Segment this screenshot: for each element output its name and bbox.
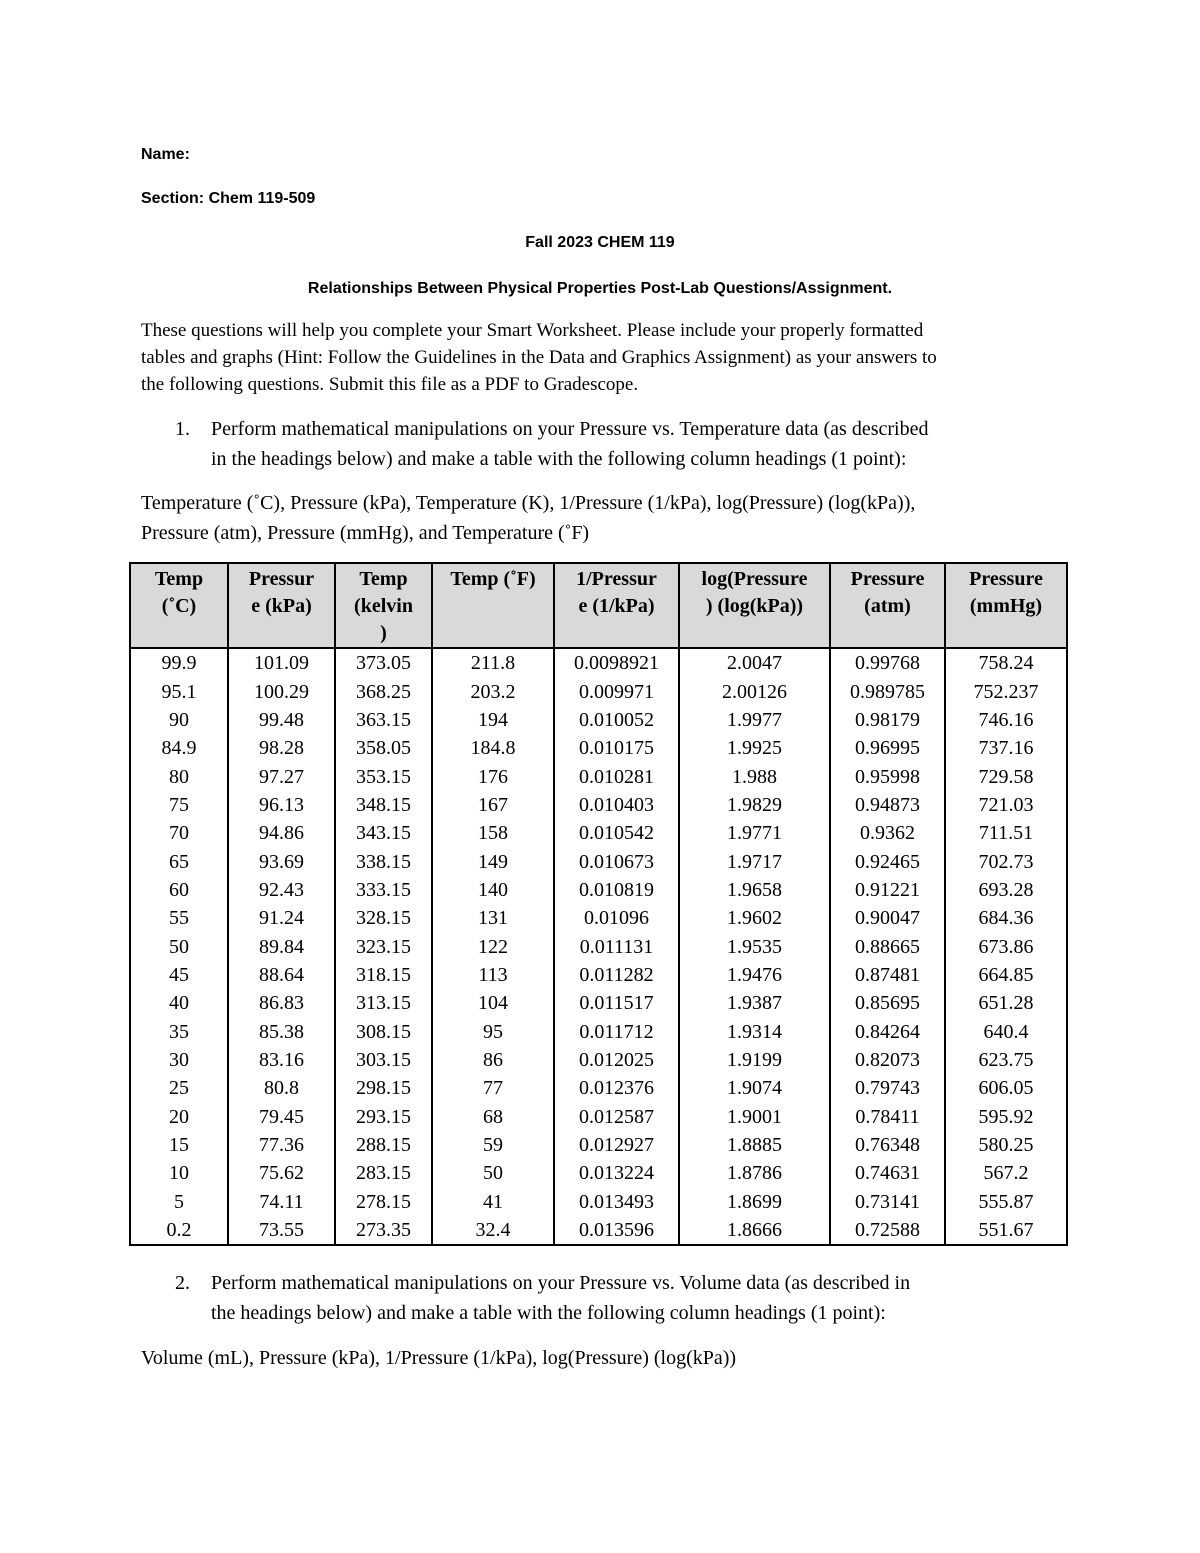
headings-line: Volume (mL), Pressure (kPa), 1/Pressure (1/kPa), log(Pressure) (log(kPa)) [141, 1347, 737, 1369]
table-row [130, 1159, 1067, 1187]
table-cell: 0.0098921 [554, 648, 679, 677]
table-row [130, 961, 1067, 989]
table-cell: 1.8699 [679, 1188, 830, 1216]
table-cell: 273.35 [335, 1216, 432, 1245]
table-cell: 0.88665 [830, 932, 945, 960]
table-cell: 729.58 [945, 762, 1067, 790]
table-cell: 567.2 [945, 1159, 1067, 1187]
table-cell: 318.15 [335, 961, 432, 989]
table-cell: 640.4 [945, 1017, 1067, 1045]
table-cell: 752.237 [945, 677, 1067, 705]
table-cell: 664.85 [945, 961, 1067, 989]
table-cell: 95 [432, 1017, 554, 1045]
table-row [130, 706, 1067, 734]
table-cell: 73.55 [228, 1216, 335, 1245]
question-text [211, 414, 1061, 474]
table-cell: 308.15 [335, 1017, 432, 1045]
table-cell: 45 [130, 961, 228, 989]
table-cell: 30 [130, 1046, 228, 1074]
table-cell: 70 [130, 819, 228, 847]
table-cell: 194 [432, 706, 554, 734]
question-2-headings [141, 1343, 1081, 1373]
table-cell: 293.15 [335, 1103, 432, 1131]
column-header-line: (˚C) [161, 595, 197, 617]
table-cell: 99.48 [228, 706, 335, 734]
table-cell: 84.9 [130, 734, 228, 762]
table-cell: 85.38 [228, 1017, 335, 1045]
table-cell: 167 [432, 791, 554, 819]
table-cell: 623.75 [945, 1046, 1067, 1074]
table-cell: 288.15 [335, 1131, 432, 1159]
table-cell: 0.011712 [554, 1017, 679, 1045]
table-cell: 368.25 [335, 677, 432, 705]
table-cell: 113 [432, 961, 554, 989]
table-cell: 1.8786 [679, 1159, 830, 1187]
table-cell: 0.011282 [554, 961, 679, 989]
table-row [130, 819, 1067, 847]
table-row [130, 876, 1067, 904]
course-title: Fall 2023 CHEM 119 [525, 234, 675, 251]
table-cell: 0.87481 [830, 961, 945, 989]
table-cell: 1.9199 [679, 1046, 830, 1074]
table-cell: 673.86 [945, 932, 1067, 960]
intro-paragraph [141, 317, 1071, 398]
table-cell: 211.8 [432, 648, 554, 677]
column-header-line: (kelvin [354, 595, 413, 617]
table-cell: 0.96995 [830, 734, 945, 762]
table-cell: 0.010052 [554, 706, 679, 734]
table-cell: 80 [130, 762, 228, 790]
table-cell: 328.15 [335, 904, 432, 932]
column-header [554, 563, 679, 648]
table-cell: 122 [432, 932, 554, 960]
table-cell: 0.009971 [554, 677, 679, 705]
column-header [228, 563, 335, 648]
headings-line: Temperature (˚C), Pressure (kPa), Temperature (K), 1/Pressure (1/kPa), log(Pressure) (log(kPa)), [141, 492, 916, 514]
table-cell: 0.82073 [830, 1046, 945, 1074]
table-cell: 1.9314 [679, 1017, 830, 1045]
table-cell: 702.73 [945, 847, 1067, 875]
table-row [130, 1074, 1067, 1102]
table-cell: 0.012376 [554, 1074, 679, 1102]
table-row [130, 1131, 1067, 1159]
table-cell: 0.012927 [554, 1131, 679, 1159]
table-cell: 97.27 [228, 762, 335, 790]
question-line: Perform mathematical manipulations on your Pressure vs. Temperature data (as described [211, 418, 929, 440]
table-cell: 0.010542 [554, 819, 679, 847]
table-cell: 1.9829 [679, 791, 830, 819]
table-cell: 20 [130, 1103, 228, 1131]
table-cell: 203.2 [432, 677, 554, 705]
table-cell: 1.9535 [679, 932, 830, 960]
pressure-temperature-table [129, 562, 1068, 1246]
table-cell: 10 [130, 1159, 228, 1187]
table-cell: 353.15 [335, 762, 432, 790]
table-cell: 0.91221 [830, 876, 945, 904]
table-cell: 98.28 [228, 734, 335, 762]
table-cell: 184.8 [432, 734, 554, 762]
table-cell: 1.9001 [679, 1103, 830, 1131]
table-cell: 158 [432, 819, 554, 847]
table-row [130, 762, 1067, 790]
table-cell: 0.010175 [554, 734, 679, 762]
question-line: in the headings below) and make a table with the following column headings (1 point): [211, 448, 907, 470]
table-cell: 358.05 [335, 734, 432, 762]
table-cell: 50 [130, 932, 228, 960]
intro-line: tables and graphs (Hint: Follow the Guidelines in the Data and Graphics Assignment) as your answers to [141, 347, 937, 368]
table-cell: 15 [130, 1131, 228, 1159]
table-cell: 0.010673 [554, 847, 679, 875]
table-cell: 1.9977 [679, 706, 830, 734]
table-cell: 83.16 [228, 1046, 335, 1074]
table-cell: 0.013224 [554, 1159, 679, 1187]
table-cell: 0.01096 [554, 904, 679, 932]
table-cell: 343.15 [335, 819, 432, 847]
table-cell: 0.012587 [554, 1103, 679, 1131]
table-row [130, 791, 1067, 819]
table-cell: 149 [432, 847, 554, 875]
table-cell: 721.03 [945, 791, 1067, 819]
table-cell: 77 [432, 1074, 554, 1102]
table-cell: 99.9 [130, 648, 228, 677]
table-cell: 94.86 [228, 819, 335, 847]
column-header [335, 563, 432, 648]
table-cell: 0.9362 [830, 819, 945, 847]
table-row [130, 648, 1067, 677]
table-cell: 79.45 [228, 1103, 335, 1131]
column-header-line: Temp (˚F) [450, 568, 536, 590]
table-cell: 91.24 [228, 904, 335, 932]
table-cell: 278.15 [335, 1188, 432, 1216]
table-cell: 101.09 [228, 648, 335, 677]
column-header-line: (atm) [864, 595, 911, 617]
table-cell: 41 [432, 1188, 554, 1216]
table-cell: 0.011517 [554, 989, 679, 1017]
table-cell: 0.72588 [830, 1216, 945, 1245]
table-cell: 313.15 [335, 989, 432, 1017]
table-cell: 0.011131 [554, 932, 679, 960]
table-cell: 140 [432, 876, 554, 904]
table-cell: 0.85695 [830, 989, 945, 1017]
table-row [130, 989, 1067, 1017]
table-cell: 1.8666 [679, 1216, 830, 1245]
table-cell: 0.79743 [830, 1074, 945, 1102]
column-header-line: ) [380, 622, 387, 644]
column-header-line: log(Pressure [701, 568, 808, 590]
table-cell: 95.1 [130, 677, 228, 705]
table-cell: 758.24 [945, 648, 1067, 677]
table-cell: 86 [432, 1046, 554, 1074]
table-cell: 80.8 [228, 1074, 335, 1102]
table-cell: 333.15 [335, 876, 432, 904]
table-cell: 5 [130, 1188, 228, 1216]
question-line: the headings below) and make a table with the following column headings (1 point): [211, 1302, 886, 1324]
table-cell: 40 [130, 989, 228, 1017]
table-cell: 59 [432, 1131, 554, 1159]
table-cell: 0.010819 [554, 876, 679, 904]
table-cell: 711.51 [945, 819, 1067, 847]
table-cell: 0.84264 [830, 1017, 945, 1045]
table-cell: 93.69 [228, 847, 335, 875]
table-cell: 0.98179 [830, 706, 945, 734]
table-cell: 104 [432, 989, 554, 1017]
table-cell: 363.15 [335, 706, 432, 734]
table-cell: 298.15 [335, 1074, 432, 1102]
table-cell: 0.010281 [554, 762, 679, 790]
table-cell: 2.00126 [679, 677, 830, 705]
table-cell: 684.36 [945, 904, 1067, 932]
intro-line: the following questions. Submit this file as a PDF to Gradescope. [141, 374, 639, 395]
table-cell: 0.013493 [554, 1188, 679, 1216]
table-cell: 0.012025 [554, 1046, 679, 1074]
name-label: Name: [141, 146, 190, 163]
table-cell: 0.99768 [830, 648, 945, 677]
table-cell: 0.013596 [554, 1216, 679, 1245]
column-header [130, 563, 228, 648]
table-cell: 0.989785 [830, 677, 945, 705]
table-row [130, 932, 1067, 960]
table-cell: 25 [130, 1074, 228, 1102]
column-header-line: ) (log(kPa)) [705, 595, 804, 617]
table-cell: 348.15 [335, 791, 432, 819]
column-header-line: Pressure [850, 568, 925, 590]
table-cell: 1.9387 [679, 989, 830, 1017]
table-cell: 0.90047 [830, 904, 945, 932]
column-header [830, 563, 945, 648]
table-cell: 746.16 [945, 706, 1067, 734]
table-cell: 96.13 [228, 791, 335, 819]
column-header-line: 1/Pressur [576, 568, 657, 590]
intro-line: These questions will help you complete your Smart Worksheet. Please include your properly formatted [141, 320, 924, 341]
table-cell: 50 [432, 1159, 554, 1187]
table-row [130, 734, 1067, 762]
question-text [211, 1268, 1061, 1328]
table-cell: 65 [130, 847, 228, 875]
table-cell: 1.988 [679, 762, 830, 790]
table-cell: 373.05 [335, 648, 432, 677]
table-cell: 86.83 [228, 989, 335, 1017]
table-cell: 283.15 [335, 1159, 432, 1187]
column-header-line: Pressur [248, 568, 315, 590]
table-cell: 1.9717 [679, 847, 830, 875]
table-cell: 75 [130, 791, 228, 819]
question-line: Perform mathematical manipulations on your Pressure vs. Volume data (as described in [211, 1272, 911, 1294]
table-cell: 0.73141 [830, 1188, 945, 1216]
table-row [130, 1216, 1067, 1245]
column-header-line: e (1/kPa) [578, 595, 655, 617]
table-cell: 35 [130, 1017, 228, 1045]
table-cell: 2.0047 [679, 648, 830, 677]
table-cell: 0.95998 [830, 762, 945, 790]
section-label: Section: Chem 119-509 [141, 190, 316, 207]
table-cell: 88.64 [228, 961, 335, 989]
table-cell: 92.43 [228, 876, 335, 904]
table-row [130, 1017, 1067, 1045]
table-cell: 555.87 [945, 1188, 1067, 1216]
table-row [130, 1188, 1067, 1216]
column-header-line: Pressure [969, 568, 1043, 590]
table-cell: 90 [130, 706, 228, 734]
table-cell: 0.78411 [830, 1103, 945, 1131]
table-cell: 75.62 [228, 1159, 335, 1187]
table-cell: 100.29 [228, 677, 335, 705]
table-cell: 606.05 [945, 1074, 1067, 1102]
table-cell: 580.25 [945, 1131, 1067, 1159]
table-cell: 1.8885 [679, 1131, 830, 1159]
table-cell: 60 [130, 876, 228, 904]
table-cell: 323.15 [335, 932, 432, 960]
column-header [432, 563, 554, 648]
table-cell: 1.9602 [679, 904, 830, 932]
table-cell: 0.010403 [554, 791, 679, 819]
table-cell: 176 [432, 762, 554, 790]
column-header [679, 563, 830, 648]
headings-line: Pressure (atm), Pressure (mmHg), and Temperature (˚F) [141, 522, 590, 544]
column-header-line: (mmHg) [969, 595, 1043, 617]
table-header-row [130, 563, 1067, 648]
table-cell: 77.36 [228, 1131, 335, 1159]
table-cell: 338.15 [335, 847, 432, 875]
table-cell: 737.16 [945, 734, 1067, 762]
question-number: 1. [175, 418, 190, 440]
table-cell: 32.4 [432, 1216, 554, 1245]
table-row [130, 1046, 1067, 1074]
table-cell: 1.9074 [679, 1074, 830, 1102]
table-cell: 131 [432, 904, 554, 932]
table-cell: 551.67 [945, 1216, 1067, 1245]
column-header-line: e (kPa) [251, 595, 312, 617]
question-1-headings [141, 488, 1081, 548]
table-cell: 89.84 [228, 932, 335, 960]
table-cell: 0.74631 [830, 1159, 945, 1187]
table-cell: 68 [432, 1103, 554, 1131]
table-cell: 693.28 [945, 876, 1067, 904]
table-cell: 55 [130, 904, 228, 932]
table-row [130, 847, 1067, 875]
table-cell: 651.28 [945, 989, 1067, 1017]
table-cell: 1.9476 [679, 961, 830, 989]
table-cell: 0.76348 [830, 1131, 945, 1159]
column-header [945, 563, 1067, 648]
column-header-line: Temp [154, 568, 204, 590]
table-cell: 595.92 [945, 1103, 1067, 1131]
table-row [130, 904, 1067, 932]
table-cell: 303.15 [335, 1046, 432, 1074]
table-cell: 1.9658 [679, 876, 830, 904]
table-cell: 0.2 [130, 1216, 228, 1245]
assignment-title: Relationships Between Physical Properties Post-Lab Questions/Assignment. [307, 280, 893, 297]
table-row [130, 677, 1067, 705]
question-number: 2. [175, 1272, 190, 1294]
table-cell: 0.92465 [830, 847, 945, 875]
table-cell: 1.9925 [679, 734, 830, 762]
table-cell: 1.9771 [679, 819, 830, 847]
table-cell: 0.94873 [830, 791, 945, 819]
table-body [130, 648, 1067, 1245]
table-cell: 74.11 [228, 1188, 335, 1216]
table-row [130, 1103, 1067, 1131]
column-header-line: Temp [359, 568, 408, 590]
